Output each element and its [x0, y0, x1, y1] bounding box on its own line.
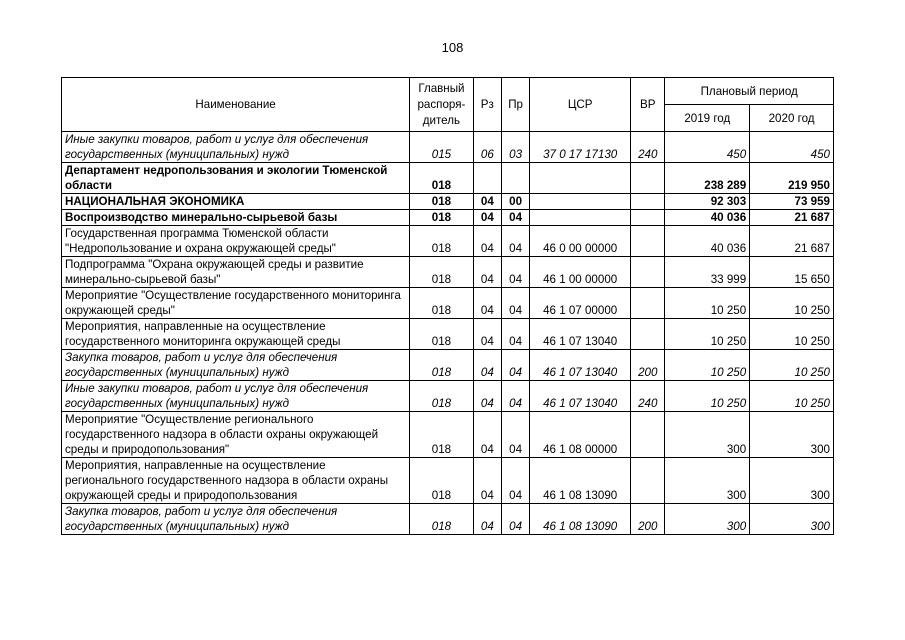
- cell-vr: [631, 210, 665, 226]
- table-row: [62, 163, 834, 194]
- cell-2020: 300: [750, 504, 834, 535]
- cell-main-manager: 018: [410, 257, 474, 288]
- table-row: [62, 194, 834, 210]
- cell-rz: 04: [473, 458, 501, 504]
- table-header: [62, 78, 834, 132]
- cell-vr: [631, 194, 665, 210]
- cell-pr: 04: [501, 319, 529, 350]
- cell-main-manager: 015: [410, 132, 474, 163]
- cell-2019: 300: [665, 412, 750, 458]
- cell-main-manager: 018: [410, 226, 474, 257]
- table-body: [62, 132, 834, 535]
- cell-csr: 46 1 07 00000: [530, 288, 631, 319]
- header-planned-period: Плановый период: [665, 78, 834, 105]
- cell-2020: 10 250: [750, 350, 834, 381]
- cell-name: Департамент недропользования и экологии Тюменской области: [62, 163, 410, 194]
- cell-vr: [631, 458, 665, 504]
- cell-pr: 04: [501, 350, 529, 381]
- cell-2019: 10 250: [665, 381, 750, 412]
- cell-rz: 04: [473, 194, 501, 210]
- cell-vr: [631, 288, 665, 319]
- cell-pr: 03: [501, 132, 529, 163]
- cell-csr: 46 1 07 13040: [530, 350, 631, 381]
- cell-2019: 92 303: [665, 194, 750, 210]
- cell-2020: 73 959: [750, 194, 834, 210]
- cell-rz: 04: [473, 210, 501, 226]
- cell-pr: 04: [501, 226, 529, 257]
- table-row: [62, 132, 834, 163]
- cell-name: Мероприятие "Осуществление государственного мониторинга окружающей среды": [62, 288, 410, 319]
- cell-main-manager: 018: [410, 504, 474, 535]
- table-row: [62, 319, 834, 350]
- cell-2019: 40 036: [665, 226, 750, 257]
- cell-csr: 46 1 08 13090: [530, 504, 631, 535]
- table-row: [62, 504, 834, 535]
- cell-vr: [631, 319, 665, 350]
- cell-csr: [530, 163, 631, 194]
- cell-rz: 04: [473, 381, 501, 412]
- cell-2020: 450: [750, 132, 834, 163]
- cell-main-manager: 018: [410, 194, 474, 210]
- cell-2020: 21 687: [750, 210, 834, 226]
- cell-rz: 04: [473, 412, 501, 458]
- header-csr: ЦСР: [530, 78, 631, 132]
- cell-pr: 04: [501, 458, 529, 504]
- cell-name: Закупка товаров, работ и услуг для обеспечения государственных (муниципальных) нужд: [62, 504, 410, 535]
- cell-csr: 46 1 07 13040: [530, 319, 631, 350]
- cell-2020: 15 650: [750, 257, 834, 288]
- cell-main-manager: 018: [410, 319, 474, 350]
- cell-csr: 46 1 07 13040: [530, 381, 631, 412]
- table-row: [62, 226, 834, 257]
- cell-main-manager: 018: [410, 210, 474, 226]
- cell-2019: 300: [665, 504, 750, 535]
- table-row: [62, 381, 834, 412]
- header-main-manager: Главный распоря-дитель: [410, 78, 474, 132]
- header-vr: ВР: [631, 78, 665, 132]
- cell-rz: 06: [473, 132, 501, 163]
- cell-pr: 04: [501, 412, 529, 458]
- table-row: [62, 257, 834, 288]
- cell-2020: 10 250: [750, 288, 834, 319]
- table-row: [62, 210, 834, 226]
- cell-rz: 04: [473, 319, 501, 350]
- cell-name: Закупка товаров, работ и услуг для обеспечения государственных (муниципальных) нужд: [62, 350, 410, 381]
- budget-table: [61, 77, 834, 535]
- header-year-2020: 2020 год: [750, 105, 834, 132]
- cell-pr: 04: [501, 210, 529, 226]
- cell-name: Мероприятия, направленные на осуществление государственного мониторинга окружающей среды: [62, 319, 410, 350]
- cell-rz: 04: [473, 257, 501, 288]
- cell-rz: 04: [473, 350, 501, 381]
- cell-2019: 300: [665, 458, 750, 504]
- cell-vr: 200: [631, 504, 665, 535]
- cell-2020: 300: [750, 412, 834, 458]
- cell-vr: 240: [631, 381, 665, 412]
- cell-pr: 00: [501, 194, 529, 210]
- cell-2020: 10 250: [750, 319, 834, 350]
- cell-2019: 10 250: [665, 288, 750, 319]
- cell-2019: 33 999: [665, 257, 750, 288]
- cell-name: Иные закупки товаров, работ и услуг для обеспечения государственных (муниципальных) нужд: [62, 381, 410, 412]
- cell-2020: 10 250: [750, 381, 834, 412]
- cell-main-manager: 018: [410, 288, 474, 319]
- table-row: [62, 350, 834, 381]
- header-pr: Пр: [501, 78, 529, 132]
- cell-main-manager: 018: [410, 350, 474, 381]
- cell-pr: 04: [501, 381, 529, 412]
- header-year-2019: 2019 год: [665, 105, 750, 132]
- cell-vr: [631, 226, 665, 257]
- cell-main-manager: 018: [410, 458, 474, 504]
- cell-2019: 10 250: [665, 350, 750, 381]
- cell-csr: 46 1 08 00000: [530, 412, 631, 458]
- cell-2020: 21 687: [750, 226, 834, 257]
- table-row: [62, 288, 834, 319]
- table-row: [62, 412, 834, 458]
- cell-pr: [501, 163, 529, 194]
- cell-rz: 04: [473, 504, 501, 535]
- cell-csr: 46 0 00 00000: [530, 226, 631, 257]
- cell-rz: 04: [473, 226, 501, 257]
- cell-2019: 450: [665, 132, 750, 163]
- cell-vr: [631, 163, 665, 194]
- cell-pr: 04: [501, 504, 529, 535]
- cell-main-manager: 018: [410, 412, 474, 458]
- cell-main-manager: 018: [410, 163, 474, 194]
- cell-2020: 300: [750, 458, 834, 504]
- cell-name: Государственная программа Тюменской области "Недропользование и охрана окружающей среды": [62, 226, 410, 257]
- cell-rz: [473, 163, 501, 194]
- cell-rz: 04: [473, 288, 501, 319]
- cell-name: Мероприятия, направленные на осуществление регионального государственного надзора в области охраны окружающей среды и природопользования: [62, 458, 410, 504]
- header-rz: Рз: [473, 78, 501, 132]
- cell-pr: 04: [501, 257, 529, 288]
- cell-name: Иные закупки товаров, работ и услуг для обеспечения государственных (муниципальных) нужд: [62, 132, 410, 163]
- cell-2019: 238 289: [665, 163, 750, 194]
- cell-name: Воспроизводство минерально-сырьевой базы: [62, 210, 410, 226]
- cell-2020: 219 950: [750, 163, 834, 194]
- cell-csr: 46 1 08 13090: [530, 458, 631, 504]
- cell-name: НАЦИОНАЛЬНАЯ ЭКОНОМИКА: [62, 194, 410, 210]
- cell-csr: 46 1 00 00000: [530, 257, 631, 288]
- table-row: [62, 458, 834, 504]
- cell-2019: 10 250: [665, 319, 750, 350]
- cell-2019: 40 036: [665, 210, 750, 226]
- cell-pr: 04: [501, 288, 529, 319]
- cell-vr: [631, 257, 665, 288]
- cell-name: Мероприятие "Осуществление регионального государственного надзора в области охраны окружающей среды и природопользования": [62, 412, 410, 458]
- cell-csr: [530, 194, 631, 210]
- cell-vr: 200: [631, 350, 665, 381]
- page-number: 108: [441, 40, 464, 55]
- cell-vr: [631, 412, 665, 458]
- cell-vr: 240: [631, 132, 665, 163]
- header-name: Наименование: [62, 78, 410, 132]
- cell-name: Подпрограмма "Охрана окружающей среды и развитие минерально-сырьевой базы": [62, 257, 410, 288]
- cell-csr: [530, 210, 631, 226]
- cell-main-manager: 018: [410, 381, 474, 412]
- cell-csr: 37 0 17 17130: [530, 132, 631, 163]
